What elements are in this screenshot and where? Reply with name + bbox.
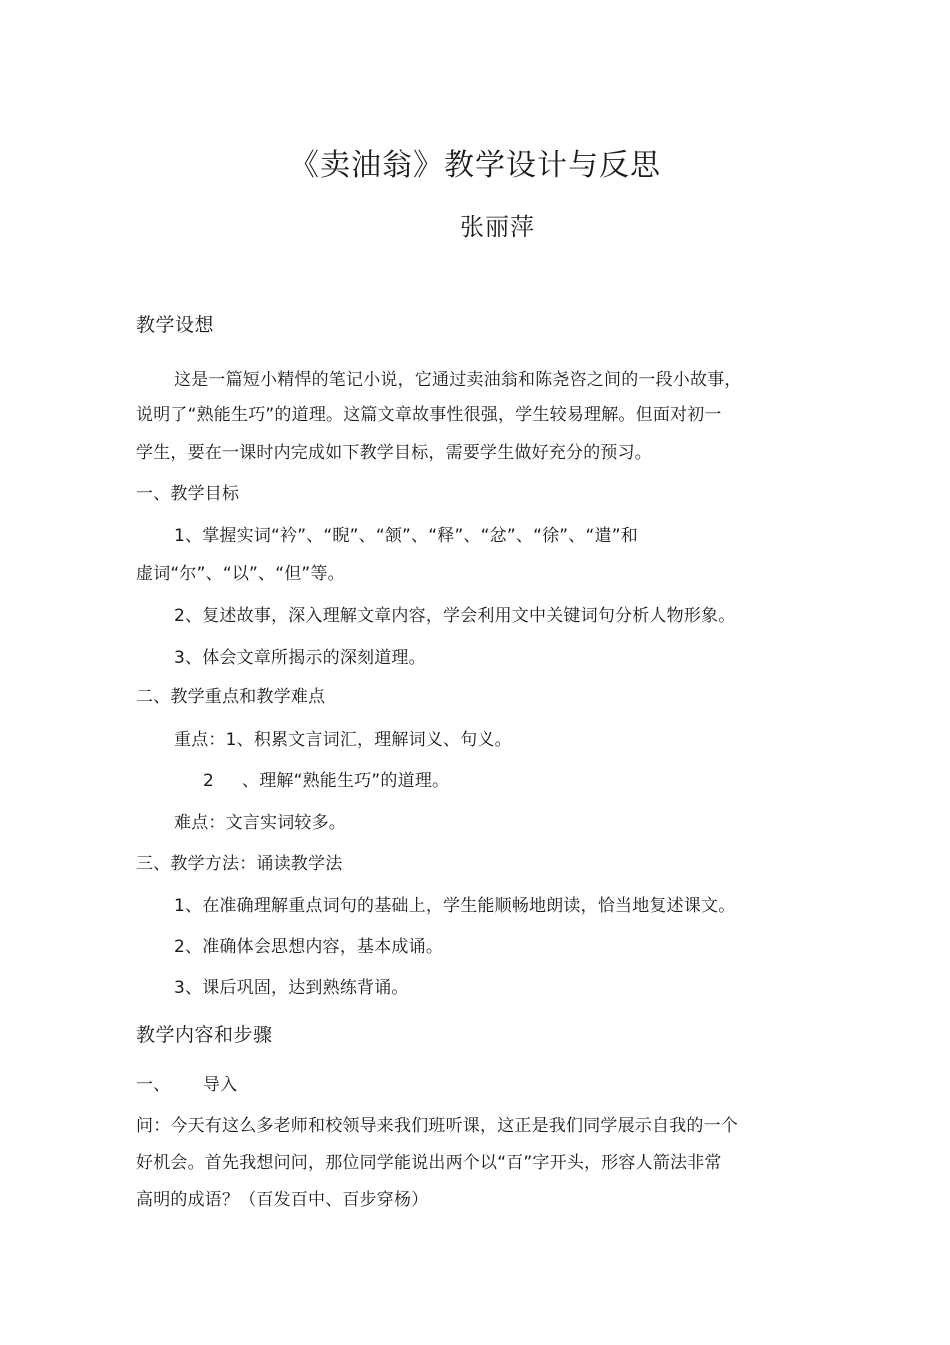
- section-heading-design-idea: 教学设想: [136, 314, 215, 336]
- paragraph-line: 好机会。首先我想问问，那位同学能说出两个以“百”字开头，形容人箭法非常: [136, 1153, 722, 1173]
- goal-item-3: 3、体会文章所揭示的深刻道理。: [174, 648, 426, 668]
- focus-item-2-text: 、理解“熟能生巧”的道理。: [242, 771, 450, 791]
- document-author: 张丽萍: [460, 213, 535, 241]
- document-title: 《卖油翁》教学设计与反思: [289, 148, 661, 183]
- method-item-3: 3、课后巩固，达到熟练背诵。: [174, 978, 409, 998]
- focus-item-1: 重点：1、积累文言词汇，理解词义、句义。: [174, 730, 512, 750]
- step-1-number: 一、: [136, 1075, 171, 1095]
- method-item-1: 1、在准确理解重点词句的基础上，学生能顺畅地朗读，恰当地复述课文。: [174, 896, 736, 916]
- focus-item-2-number: 2: [203, 771, 215, 791]
- goal-item-2: 2、复述故事，深入理解文章内容，学会利用文中关键词句分析人物形象。: [174, 606, 736, 626]
- paragraph-line: 高明的成语？（百发百中、百步穿杨）: [136, 1190, 429, 1210]
- goal-item-1-line-2: 虚词“尔”、“以”、“但”等。: [136, 564, 345, 584]
- section-heading-method: 三、教学方法：诵读教学法: [136, 854, 343, 874]
- section-heading-goals: 一、教学目标: [136, 484, 240, 504]
- difficulty-item: 难点：文言实词较多。: [174, 813, 346, 833]
- paragraph-line: 说明了“熟能生巧”的道理。这篇文章故事性很强，学生较易理解。但面对初一: [136, 405, 722, 425]
- paragraph-line: 学生，要在一课时内完成如下教学目标，需要学生做好充分的预习。: [136, 443, 652, 463]
- paragraph-line: 问：今天有这么多老师和校领导来我们班听课，这正是我们同学展示自我的一个: [136, 1116, 738, 1136]
- section-heading-content-steps: 教学内容和步骤: [136, 1024, 273, 1046]
- paragraph-line: 这是一篇短小精悍的笔记小说，它通过卖油翁和陈尧咨之间的一段小故事，: [174, 370, 742, 390]
- goal-item-1-line-1: 1、掌握实词“衿”、“睨”、“颔”、“释”、“忿”、“徐”、“遣”和: [174, 526, 638, 546]
- step-1-label: 导入: [203, 1075, 238, 1095]
- method-item-2: 2、准确体会思想内容，基本成诵。: [174, 937, 444, 957]
- section-heading-key-points: 二、教学重点和教学难点: [136, 687, 326, 707]
